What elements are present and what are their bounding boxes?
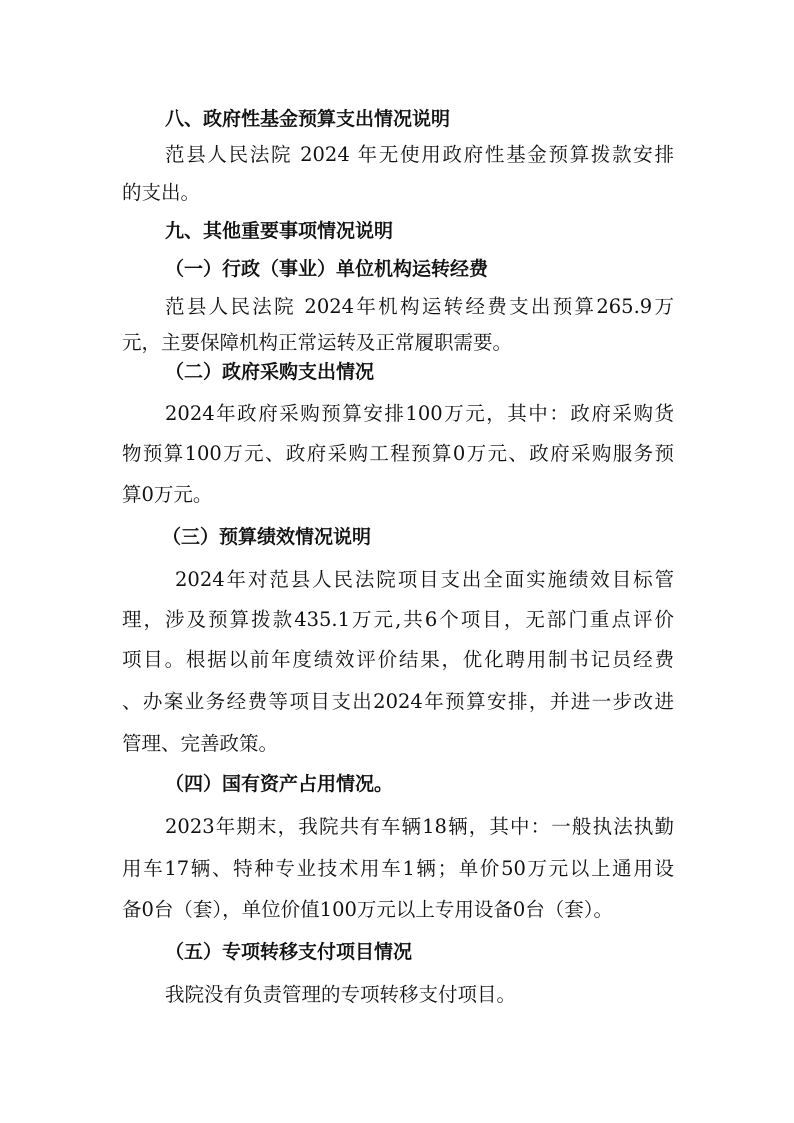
subsection-5-heading: （五）专项转移支付项目情况 xyxy=(165,941,413,963)
subsection-1-line-2: 元，主要保障机构正常运转及正常履职需要。 xyxy=(122,331,513,354)
subsection-4-line-2: 用车17辆、特种专业技术用车1辆；单价50万元以上通用设 xyxy=(122,857,674,880)
subsection-3-line-5: 管理、完善政策。 xyxy=(122,732,279,755)
subsection-3-line-2: 理，涉及预算拨款435.1万元,共6个项目，无部门重点评价 xyxy=(122,608,674,631)
subsection-3-line-4: 、办案业务经费等项目支出2024年预算安排，并进一步改进 xyxy=(122,690,674,713)
subsection-2-heading: （二）政府采购支出情况 xyxy=(165,361,375,383)
section-8-paragraph-line-2: 的支出。 xyxy=(122,181,201,204)
section-8-paragraph-line-1: 范县人民法院 2024 年无使用政府性基金预算拨款安排 xyxy=(165,143,674,166)
subsection-2-line-3: 算0万元。 xyxy=(122,483,213,506)
subsection-2-line-1: 2024年政府采购预算安排100万元，其中：政府采购货 xyxy=(165,402,674,425)
subsection-3-heading: （三）预算绩效情况说明 xyxy=(162,526,372,548)
subsection-3-line-1: 2024年对范县人民法院项目支出全面实施绩效目标管 xyxy=(175,568,674,591)
subsection-3-line-3: 项目。根据以前年度绩效评价结果，优化聘用制书记员经费 xyxy=(122,648,674,671)
subsection-5-line-1: 我院没有负责管理的专项转移支付项目。 xyxy=(165,983,517,1006)
subsection-4-line-1: 2023年期末，我院共有车辆18辆，其中：一般执法执勤 xyxy=(165,815,674,838)
subsection-2-line-2: 物预算100万元、政府采购工程预算0万元、政府采购服务预 xyxy=(122,442,674,465)
subsection-4-heading: （四）国有资产占用情况。 xyxy=(165,773,394,795)
section-9-heading: 九、其他重要事项情况说明 xyxy=(165,220,394,242)
subsection-4-line-3: 备0台（套），单位价值100万元以上专用设备0台（套）。 xyxy=(122,898,614,921)
section-8-heading: 八、政府性基金预算支出情况说明 xyxy=(165,108,451,130)
subsection-1-line-1: 范县人民法院 2024年机构运转经费支出预算265.9万 xyxy=(165,295,674,318)
subsection-1-heading: （一）行政（事业）单位机构运转经费 xyxy=(165,258,489,280)
